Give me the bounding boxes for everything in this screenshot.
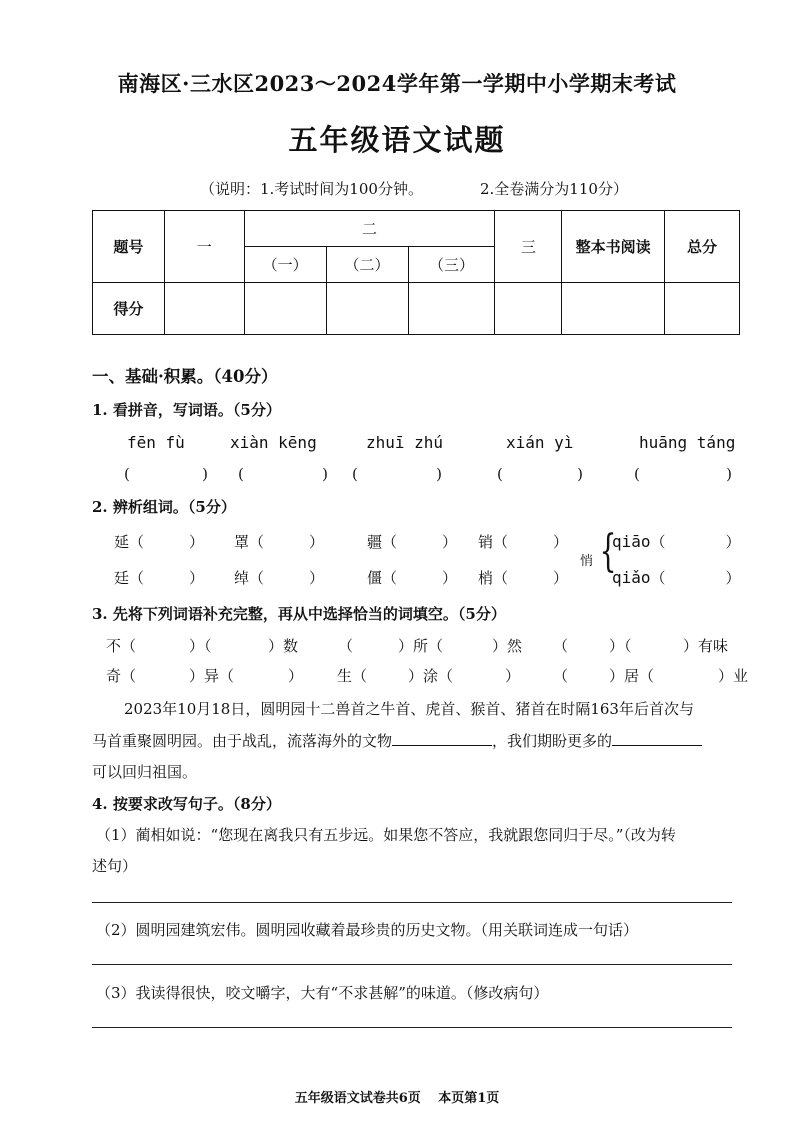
idiom-fragment: 奇（ [106,667,137,685]
question-3-label: 3. 先将下列词语补充完整，再从中选择恰当的词填空。（5分） [92,605,506,623]
idiom-fragment: 不（ [106,637,137,655]
answer-line-3[interactable] [92,1027,732,1028]
rewrite-sentence-1-cont: 述句） [92,857,138,875]
question-2-label: 2. 辨析组词。（5分） [92,498,236,516]
polyphone-reading-1: qiāo（ ） [612,532,741,551]
question-4-label: 4. 按要求改写句子。（8分） [92,795,281,813]
score-cell[interactable] [244,283,326,335]
rewrite-sentence-1: （1）蔺相如说：“您现在离我只有五步远。如果您不答应，我就跟您同归于尽。”（改为转 [96,826,676,844]
fill-blank-1[interactable] [392,731,492,746]
pinyin-4: xián yì [506,433,574,452]
score-cell[interactable] [562,283,665,335]
idiom-fragment: ）（ [609,637,632,655]
exam-subtitle: 五年级语文试题 [288,123,506,157]
char-item: 延（ ） [114,533,205,551]
idiom-fragment: ）涂（ [408,667,454,685]
score-cell[interactable] [326,283,408,335]
score-table-sub-2: （二） [326,247,408,283]
paragraph-line: 马首重聚圆明园。由于战乱，流落海外的文物 ，我们期盼更多的 [92,730,702,751]
idiom-fragment: ）异（ [189,667,235,685]
char-item: 罩（ ） [234,533,325,551]
idiom-fragment: ）业 [718,667,749,685]
idiom-fragment: ）然 [492,637,523,655]
rewrite-sentence-2: （2）圆明园建筑宏伟。圆明园收藏着最珍贵的历史文物。（用关联词连成一句话） [96,921,639,939]
page-footer: 五年级语文试卷共6页 本页第1页 [294,1091,500,1106]
score-table-sub-1: （一） [244,247,326,283]
score-table-col-4: 整本书阅读 [562,211,665,283]
idiom-fragment: 生（ [337,667,368,685]
exam-title: 南海区·三水区2023～2024学年第一学期中小学期末考试 [117,71,677,96]
char-item: 疆（ ） [367,533,458,551]
question-1-label: 1. 看拼音，写词语。（5分） [92,401,281,419]
char-item: 绰（ ） [234,569,325,587]
fill-blank-2[interactable] [612,731,702,746]
idiom-fragment: ）（ [189,637,212,655]
pinyin-2: xiàn kēng [230,433,317,452]
char-item: 销（ ） [478,533,569,551]
pinyin-5: huāng táng [639,433,736,452]
rewrite-sentence-3: （3）我读得很快，咬文嚼字，大有“不求甚解”的味道。（修改病句） [96,984,549,1002]
pinyin-1: fēn fù [127,433,185,452]
score-table-col-5: 总分 [665,211,740,283]
idiom-fragment: （ [553,637,569,655]
char-item: 僵（ ） [367,569,458,587]
paragraph-line: 2023年10月18日，圆明园十二兽首之牛首、虎首、猴首、猪首在时隔163年后首次与 [124,700,694,718]
score-table-label-number: 题号 [93,211,165,283]
score-table-label-score: 得分 [93,283,165,335]
char-item: 廷（ ） [114,569,205,587]
paragraph-line: 可以回归祖国。 [92,763,198,781]
score-table-col-3: 三 [495,211,562,283]
answer-line-1[interactable] [92,902,732,903]
score-table-sub-3: （三） [408,247,495,283]
exam-note-score: 2.全卷满分为110分） [480,180,628,198]
score-table-col-2: 二 [244,211,495,247]
pinyin-3: zhuī zhú [366,433,444,452]
idiom-fragment: ）所（ [398,637,444,655]
idiom-fragment: ） [288,667,304,685]
idiom-fragment: ）数 [268,637,299,655]
polyphone-char: 悄 [580,554,594,569]
char-item: 梢（ ） [478,569,569,587]
score-table-col-1: 一 [164,211,244,283]
score-cell[interactable] [665,283,740,335]
idiom-fragment: ）有味 [683,637,729,655]
score-table [92,210,740,335]
score-cell[interactable] [495,283,562,335]
idiom-fragment: ） [505,667,521,685]
section-1-heading: 一、基础·积累。（40分） [92,367,278,386]
score-cell[interactable] [408,283,495,335]
brace-icon: { [599,526,617,577]
score-cell[interactable] [164,283,244,335]
polyphone-reading-2: qiǎo（ ） [612,568,741,587]
idiom-fragment: （ [553,667,569,685]
idiom-fragment: （ [338,637,354,655]
exam-note-time: （说明：1.考试时间为100分钟。 [200,180,423,198]
idiom-fragment: ）居（ [609,667,655,685]
answer-line-2[interactable] [92,964,732,965]
